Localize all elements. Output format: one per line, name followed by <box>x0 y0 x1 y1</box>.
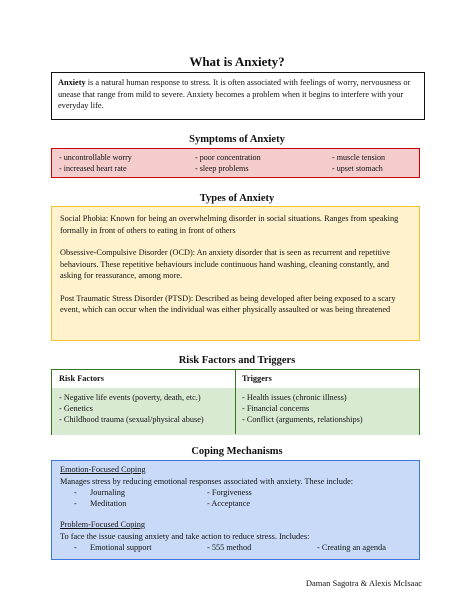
coping-item: Emotional support <box>90 543 152 552</box>
symptoms-col-3 <box>332 152 385 174</box>
bullet: - <box>74 499 77 508</box>
list-item: - Genetics <box>59 404 93 413</box>
bullet: - <box>74 543 77 552</box>
intro-term: Anxiety <box>58 78 86 87</box>
intro-text: is a natural human response to stress. It is often associated with feelings of worry, nervousness or unease that range from mild to severe. Anxiety becomes a problem when it begins to interfere with your everyday life. <box>58 78 411 110</box>
coping-item: - Acceptance <box>207 499 251 508</box>
bullet: - <box>74 488 77 497</box>
coping-item: - 555 method <box>207 543 252 552</box>
coping-item: - Creating an agenda <box>317 543 386 552</box>
type-ocd: Obsessive-Compulsive Disorder (OCD): An anxiety disorder that is seen as recurrent and repetitive behaviours. These repetitive behaviours include continuous hand washing, cleaning constantly, and asking for reassurance, among more. <box>60 248 390 280</box>
symptoms-box <box>51 148 420 178</box>
coping-item: - Forgiveness <box>207 488 252 497</box>
risk-factors-header: Risk Factors <box>59 374 104 383</box>
types-heading: Types of Anxiety <box>199 193 275 204</box>
coping-box <box>51 460 420 560</box>
author-footer: Daman Sagotra & Alexis McIsaac <box>305 578 422 588</box>
types-box <box>51 206 420 341</box>
symptoms-col-2 <box>195 152 261 174</box>
list-item: - Negative life events (poverty, death, etc.) <box>59 393 201 402</box>
symptoms-heading: Symptoms of Anxiety <box>189 134 285 145</box>
risk-table-divider <box>235 370 236 434</box>
coping-item: Meditation <box>90 499 127 508</box>
coping-item: Journaling <box>90 488 126 497</box>
symptom-item: - sleep problems <box>195 164 249 173</box>
symptom-item: - poor concentration <box>195 153 261 162</box>
risk-heading: Risk Factors and Triggers <box>178 355 296 366</box>
risk-factors-list <box>59 392 204 425</box>
list-item <box>60 542 411 553</box>
list-item <box>60 487 411 498</box>
intro-box <box>51 72 425 120</box>
list-item: - Financial concerns <box>242 404 310 413</box>
coping-heading: Coping Mechanisms <box>191 446 283 457</box>
emotion-focused-title: Emotion-Focused Coping <box>60 465 146 474</box>
symptom-item: - increased heart rate <box>59 164 127 173</box>
list-item: - Childhood trauma (sexual/physical abuse) <box>59 415 204 424</box>
type-social-phobia: Social Phobia: Known for being an overwhelming disorder in social situations. Ranges from speaking formally in front of others to eating in front of others <box>60 214 399 235</box>
problem-focused-desc: To face the issue causing anxiety and take action to reduce stress. Includes: <box>60 531 310 541</box>
list-item <box>60 498 411 509</box>
page-title: What is Anxiety? <box>189 54 285 69</box>
triggers-header: Triggers <box>242 374 272 383</box>
symptoms-col-1 <box>59 152 132 174</box>
symptom-item: - upset stomach <box>332 164 383 173</box>
emotion-focused-desc: Manages stress by reducing emotional responses associated with anxiety. These include: <box>60 476 354 486</box>
symptom-item: - muscle tension <box>332 153 386 162</box>
symptom-item: - uncontrollable worry <box>59 153 132 162</box>
list-item: - Health issues (chronic illness) <box>242 393 347 402</box>
problem-focused-title: Problem-Focused Coping <box>60 520 146 529</box>
type-ptsd: Post Traumatic Stress Disorder (PTSD): Described as being developed after being exposed to a scary event, which can occur when the individual was either physically assaulted or was being threatened <box>60 293 396 314</box>
list-item: - Conflict (arguments, relationships) <box>242 415 363 424</box>
triggers-list <box>242 392 363 425</box>
risk-table <box>51 369 420 435</box>
